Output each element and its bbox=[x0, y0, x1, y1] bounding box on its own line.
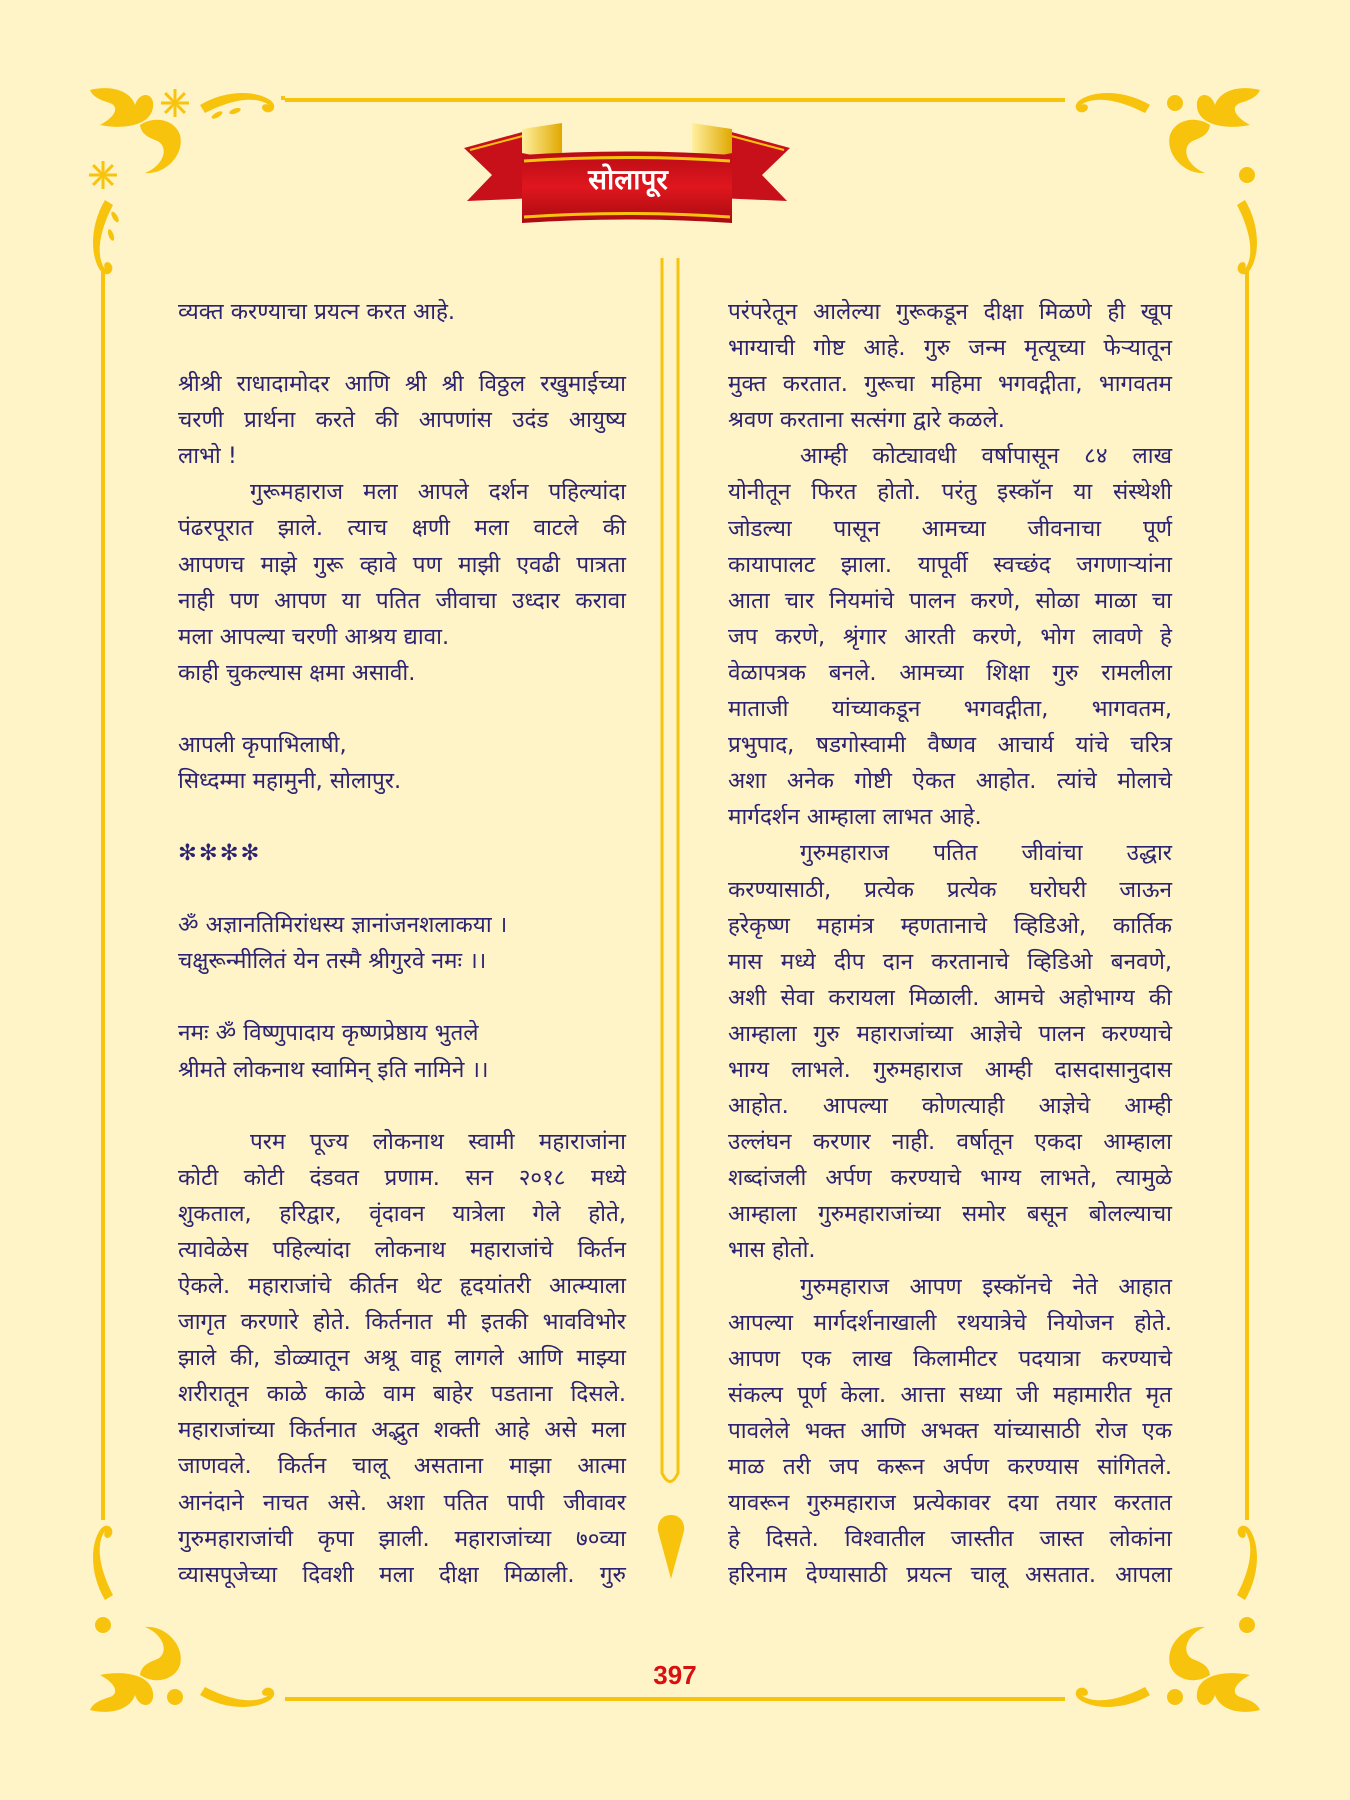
text-line: करण्यासाठी, प्रत्येक प्रत्येक घरोघरी जाऊन bbox=[728, 876, 1172, 903]
text-line: मास मध्ये दीप दान करतानाचे व्हिडिओ बनवणे, bbox=[728, 948, 1172, 975]
left-paragraph-2 bbox=[178, 366, 626, 474]
text-line: गुरुमहाराज पतित जीवांचा उद्धार bbox=[800, 840, 1172, 867]
text-line: गुरुमहाराज आपण इस्कॉनचे नेते आहात bbox=[800, 1273, 1172, 1300]
text-line: लाभो ! bbox=[178, 443, 237, 470]
text-line: गुरूमहाराज मला आपले दर्शन पहिल्यांदा bbox=[250, 479, 626, 506]
text-line: जागृत करणारे होते. किर्तनात मी इतकी भावविभोर bbox=[178, 1309, 626, 1336]
text-line: आहोत. आपल्या कोणत्याही आज्ञेचे आम्ही bbox=[728, 1093, 1172, 1120]
verse-2 bbox=[178, 1015, 626, 1087]
separator bbox=[178, 835, 626, 871]
text-line: श्रीश्री राधादामोदर आणि श्री श्री विठ्ठल रखुमाईच्या bbox=[178, 371, 626, 398]
text-line: संकल्प पूर्ण केला. आत्ता सध्या जी महामारीत मृत bbox=[728, 1381, 1172, 1408]
text-line: योनीतून फिरत होतो. परंतु इस्कॉन या संस्थेशी bbox=[728, 479, 1172, 506]
text-line: पावलेले भक्त आणि अभक्त यांच्यासाठी रोज एक bbox=[728, 1417, 1172, 1444]
text-line: व्यक्त करण्याचा प्रयत्न करत आहे. bbox=[178, 299, 456, 325]
frame-right-line bbox=[1245, 270, 1249, 1520]
verse-line: श्रीमते लोकनाथ स्वामिन् इति नामिने ।। bbox=[178, 1056, 489, 1083]
text-line: गुरुमहाराजांची कृपा झाली. महाराजांच्या ७०व्या bbox=[178, 1525, 626, 1552]
text-line: उल्लंघन करणार नाही. वर्षातून एकदा आम्हाला bbox=[728, 1129, 1172, 1156]
left-paragraph-3 bbox=[178, 474, 626, 691]
text-line: श्रवण करताना सत्संगा द्वारे कळले. bbox=[728, 407, 1005, 434]
text-line: महाराजांच्या किर्तनात अद्भुत शक्ती आहे असे मला bbox=[178, 1417, 626, 1444]
frame-left-line bbox=[101, 270, 105, 1520]
column-divider-icon bbox=[650, 258, 690, 1498]
text-line: भाग्य लाभले. गुरुमहाराज आम्ही दासदासानुदास bbox=[728, 1056, 1172, 1083]
text-line: पंढरपूरात झाले. त्याच क्षणी मला वाटले की bbox=[178, 515, 626, 542]
signoff bbox=[178, 727, 626, 799]
text-line: हे दिसते. विश्वातील जास्तीत जास्त लोकांना bbox=[728, 1526, 1172, 1553]
corner-ornament-top-right-icon bbox=[1065, 85, 1265, 285]
text-line: आम्ही कोट्यावधी वर्षापासून ८४ लाख bbox=[800, 443, 1172, 470]
text-line: व्यासपूजेच्या दिवशी मला दीक्षा मिळाली. गुरु bbox=[178, 1561, 626, 1588]
right-paragraph-1 bbox=[728, 294, 1172, 438]
text-line: काही चुकल्यास क्षमा असावी. bbox=[178, 659, 416, 686]
text-line: कोटी कोटी दंडवत प्रणाम. सन २०१८ मध्ये bbox=[178, 1164, 626, 1191]
corner-ornament-top-left-icon bbox=[85, 85, 285, 285]
text-line: नाही पण आपण या पतित जीवाचा उध्दार करावा bbox=[178, 587, 626, 614]
text-line: मुक्त करतात. गुरूचा महिमा भगवद्गीता, भागवतम bbox=[728, 371, 1172, 398]
text-line: त्यावेळेस पहिल्यांदा लोकनाथ महाराजांचे किर्तन bbox=[178, 1236, 626, 1263]
text-line: यावरून गुरुमहाराज प्रत्येकावर दया तयार करतात bbox=[728, 1490, 1172, 1517]
text-line: माळ तरी जप करून अर्पण करण्यास सांगितले. bbox=[728, 1454, 1172, 1480]
left-paragraph-4 bbox=[178, 1124, 626, 1593]
left-column bbox=[178, 294, 626, 1593]
text-line: शुकताल, हरिद्वार, वृंदावन यात्रेला गेले होते, bbox=[178, 1200, 626, 1227]
page-number: 397 bbox=[653, 1660, 697, 1690]
left-paragraph-1 bbox=[178, 294, 626, 330]
text-line: परंपरेतून आलेल्या गुरूकडून दीक्षा मिळणे ही खूप bbox=[728, 299, 1172, 325]
signoff-line: आपली कृपाभिलाषी, bbox=[178, 731, 347, 758]
frame-bottom-line bbox=[285, 1697, 1065, 1701]
text-line: आपल्या मार्गदर्शनाखाली रथयात्रेचे नियोजन होते. bbox=[728, 1309, 1172, 1336]
text-line: भाग्याची गोष्ट आहे. गुरु जन्म मृत्यूच्या फेऱ्यातून bbox=[728, 335, 1172, 362]
right-paragraph-2 bbox=[728, 438, 1172, 835]
text-line: ऐकले. महाराजांचे कीर्तन थेट हृदयांतरी आत्म्याला bbox=[178, 1272, 626, 1299]
text-line: आता चार नियमांचे पालन करणे, सोळा माळा चा bbox=[728, 587, 1172, 614]
text-line: जप करणे, श्रृंगार आरती करणे, भोग लावणे हे bbox=[728, 623, 1172, 650]
text-line: आनंदाने नाचत असे. अशा पतित पापी जीवावर bbox=[178, 1489, 626, 1516]
text-line: हरेकृष्ण महामंत्र म्हणतानाचे व्हिडिओ, कार्तिक bbox=[728, 912, 1172, 939]
text-line: शरीरातून काळे काळे वाम बाहेर पडताना दिसले. bbox=[178, 1381, 626, 1408]
signoff-author: सिध्दम्मा महामुनी, सोलापुर. bbox=[178, 768, 402, 795]
text-line: अशा अनेक गोष्टी ऐकत आहोत. त्यांचे मोलाचे bbox=[728, 768, 1172, 795]
text-line: कायापालट झाला. यापूर्वी स्वच्छंद जगणाऱ्यांना bbox=[728, 551, 1172, 578]
text-line: आम्हाला गुरु महाराजांच्या आज्ञेचे पालन करण्याचे bbox=[728, 1020, 1172, 1047]
text-line: प्रभुपाद, षडगोस्वामी वैष्णव आचार्य यांचे चरित्र bbox=[728, 732, 1172, 759]
text-line: भास होतो. bbox=[728, 1237, 816, 1264]
text-line: शब्दांजली अर्पण करण्याचे भाग्य लाभते, त्यामुळे bbox=[728, 1165, 1172, 1192]
right-column bbox=[728, 294, 1172, 1593]
right-paragraph-3 bbox=[728, 835, 1172, 1268]
text-line: आम्हाला गुरुमहाराजांच्या समोर बसून बोलल्याचा bbox=[728, 1201, 1172, 1228]
text-line: आपणच माझे गुरू व्हावे पण माझी एवढी पात्रता bbox=[178, 551, 626, 578]
frame-top-line bbox=[285, 98, 1065, 102]
verse-line: नमः ॐ विष्णुपादाय कृष्णप्रेष्ठाय भुतले bbox=[178, 1020, 479, 1047]
text-line: मला आपल्या चरणी आश्रय द्यावा. bbox=[178, 623, 450, 650]
pendant-icon bbox=[656, 1515, 686, 1580]
text-line: झाले की, डोळ्यातून अश्रू वाहू लागले आणि माझ्या bbox=[178, 1345, 626, 1372]
text-line: जाणवले. किर्तन चालू असताना माझा आत्मा bbox=[178, 1453, 626, 1480]
text-line: वेळापत्रक बनले. आमच्या शिक्षा गुरु रामलीला bbox=[728, 659, 1172, 686]
text-line: अशी सेवा करायला मिळाली. आमचे अहोभाग्य की bbox=[728, 984, 1172, 1011]
text-line: माताजी यांच्याकडून भगवद्गीता, भागवतम, bbox=[728, 696, 1172, 723]
right-paragraph-4 bbox=[728, 1269, 1172, 1594]
verse-line: चक्षुरून्मीलितं येन तस्मै श्रीगुरवे नमः ।। bbox=[178, 948, 487, 975]
text-line: आपण एक लाख किलामीटर पदयात्रा करण्याचे bbox=[728, 1345, 1172, 1372]
page-title: सोलापूर bbox=[588, 163, 668, 196]
verse-line: ॐ अज्ञानतिमिरांधस्य ज्ञानांजनशलाकया । bbox=[178, 912, 508, 939]
text-line: मार्गदर्शन आम्हाला लाभत आहे. bbox=[728, 804, 982, 831]
verse-1 bbox=[178, 907, 626, 979]
text-line: चरणी प्रार्थना करते की आपणांस उदंड आयुष्य bbox=[178, 407, 626, 434]
text-line: परम पूज्य लोकनाथ स्वामी महाराजांना bbox=[250, 1128, 626, 1155]
asterisk-separator: ✻✻✻✻ bbox=[178, 840, 262, 867]
text-line: हरिनाम देण्यासाठी प्रयत्न चालू असतात. आपला bbox=[728, 1562, 1172, 1589]
text-line: जोडल्या पासून आमच्या जीवनाचा पूर्ण bbox=[728, 515, 1172, 542]
